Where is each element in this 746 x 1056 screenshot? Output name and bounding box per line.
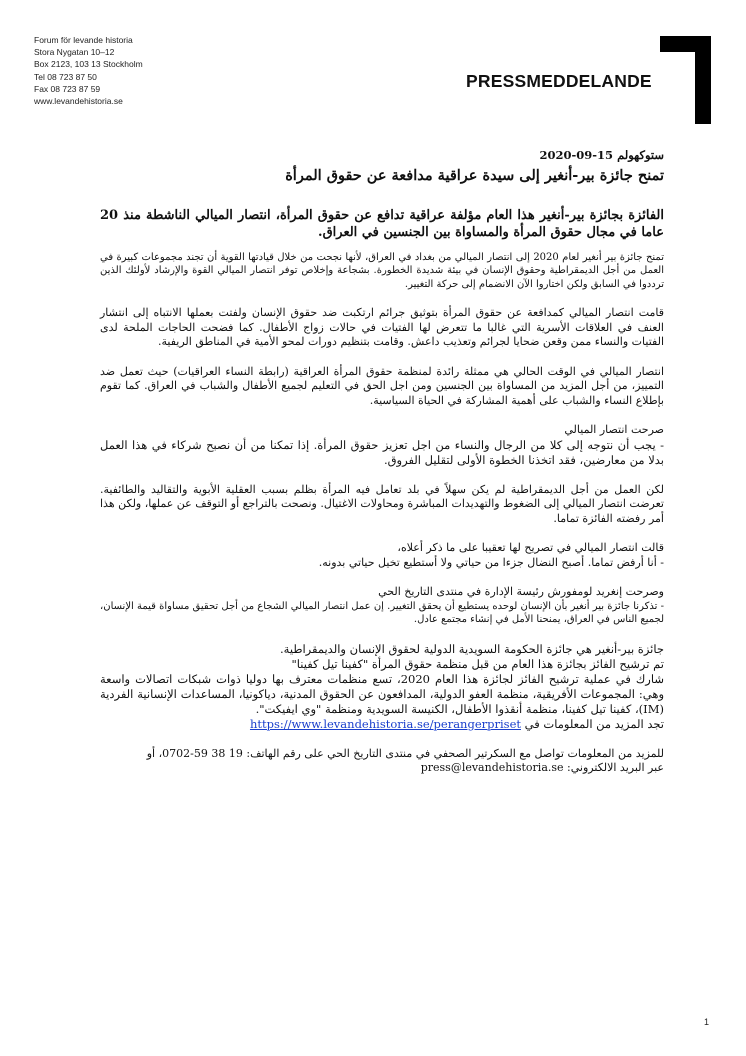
org-name: Forum för levande historia bbox=[34, 35, 133, 45]
org-web: www.levandehistoria.se bbox=[34, 96, 123, 107]
contact-line-2: عبر البريد الالكتروني: press@levandehistoria.se bbox=[420, 761, 664, 774]
organization-address-block bbox=[34, 34, 143, 107]
paragraph-1: تمنح جائزة بير أنغير لعام 2020 إلى انتصار الميالي من بغداد في العراق، لأنها نجحت من خلال قيادتها القوية أن تجند مجموعات كبيرة في العمل من أجل الديمقراطية وحقوق الإنسان في بيئة شديدة الخطورة. بشجاعة وإخلاص توفر انتصار الميالي القوة والإرشاد لأولئك الذين ترددوا في السابق ولكن اختاروا الآن الانضمام إلى حركة التغيير. bbox=[100, 251, 664, 290]
logo-corner-mark-vertical bbox=[695, 36, 711, 124]
org-tel: Tel 08 723 87 50 bbox=[34, 71, 97, 82]
document-body bbox=[100, 148, 664, 776]
quote-intro: قالت انتصار الميالي في تصريح لها تعقيبا على ما ذكر أعلاه، bbox=[397, 541, 664, 554]
contact-line-1: للمزيد من المعلومات تواصل مع السكرتير الصحفي في منتدى التاريخ الحي على رقم الهاتف: 19 38 59-0702، أو bbox=[146, 746, 664, 760]
quote-text: - أنا أرفض تماما. أصبح النضال جزءا من حياتي ولا أستطيع تخيل حياتي بدونه. bbox=[318, 555, 664, 569]
more-info-line bbox=[100, 717, 664, 732]
org-box: Box 2123, 103 13 Stockholm bbox=[34, 59, 143, 70]
prize-about-line-1: جائزة بير-أنغير هي جائزة الحكومة السويدية الدولية لحقوق الإنسان والديمقراطية. bbox=[280, 641, 664, 656]
prize-about-line-2: تم ترشيح الفائز بجائزة هذا العام من قبل منظمة حقوق المرأة "كفينا تيل كفينا" bbox=[291, 656, 664, 671]
org-fax: Fax 08 723 87 59 bbox=[34, 83, 101, 94]
dateline: ستوكهولم 15-09-2020 bbox=[539, 148, 664, 162]
chair-statement-text: - تذكرنا جائزة بير أنغير بأن الإنسان لوحده يستطيع أن يحقق التغيير. إن عمل انتصار الميالي الشجاع من أجل تحقيق مساواة قيمة الإنسان، لجميع الناس في العراق، يمنحنا الأمل في إنشاء مجتمع عادل. bbox=[100, 600, 664, 625]
chair-statement-intro: وصرحت إنغريد لومفورش رئيسة الإدارة في منتدى التاريخ الحي bbox=[378, 585, 664, 598]
press-release-label: PRESSMEDDELANDE bbox=[466, 71, 652, 91]
more-info-label: تجد المزيد من المعلومات في bbox=[524, 716, 664, 731]
lead-paragraph: الفائزة بجائزة بير-أنغير هذا العام مؤلفة عراقية تدافع عن حقوق المرأة، انتصار الميالي الناشطة منذ 20 عاما في مجال حقوق المرأة والمساواة بين الجنسين في العراق. bbox=[100, 207, 664, 240]
org-street: Stora Nygatan 10–12 bbox=[34, 47, 115, 58]
prize-info-link[interactable]: https://www.levandehistoria.se/perangerpriset bbox=[249, 716, 521, 731]
paragraph-5: لكن العمل من أجل الديمقراطية لم يكن سهلاً في بلد تعامل فيه المرأة بظلم بسبب العقلية الأبوية والتقاليد والطائفية. تعرضت انتصار الميالي إلى الضغوط والتهديدات المباشرة ومحاولات الاغتيال. ونصحت بالتراجع أو التوقف عن عملها، ولكن هذا أمر رفضته الفائزة تماما. bbox=[100, 482, 664, 525]
page-number: 1 bbox=[704, 1017, 710, 1027]
paragraph-2: قامت انتصار الميالي كمدافعة عن حقوق المرأة بتوثيق جرائم ارتكبت ضد حقوق الإنسان ولفتت بعملها الانتباه إلى انتشار العنف في العلاقات الأسرية التي غالبا ما تتعرض لها الفتيات في حالات زواج الأطفال. كما فضحت الحاجات الملحة لدى الفتيات والنساء ممن وقعن ضحايا لجرائم وتعذيب داعش. وقامت بتنظيم دورات لمحو الأمية في المناطق الريفية. bbox=[100, 306, 664, 348]
document-title: تمنح جائزة بير-أنغير إلى سيدة عراقية مدافعة عن حقوق المرأة bbox=[285, 166, 664, 184]
paragraph-4: - يجب أن نتوجه إلى كلا من الرجال والنساء من اجل تعزيز حقوق المرأة. إذا تمكنا من أن نصبح شركاء في هذا العمل بدلا من معارضين، فقد اتخذنا الخطوة الأولى لتقليل الفروق. bbox=[100, 437, 664, 467]
paragraph-3: انتصار الميالي في الوقت الحالي هي ممثلة رائدة لمنظمة حقوق المرأة العراقية (رابطة النساء العراقيات) حيث تعمل ضد التمييز، من أجل المزيد من المساواة بين الجنسين ومن اجل الحق في التعليم لجميع الأطفال والشباب في العراق. كما تقوم بإطلاع النساء والشباب على أهمية المشاركة في الحياة السياسية. bbox=[100, 364, 664, 407]
statement-heading: صرحت انتصار الميالي bbox=[564, 423, 664, 436]
prize-about-line-3: شارك في عملية ترشيح الفائز لجائزة هذا العام 2020، تسع منظمات معترف بها دوليا ذوات شبكات اتصالات واسعة وهي: المجموعات الأفريقية، منظمة العفو الدولية، المدافعون عن الحقوق المدنية، دياكونيا، المساعدات الإنسانية الفردية (IM)، كفينا تيل كفينا، منظمة أنقذوا الأطفال، الكنيسة السويدية ومنظمة "وي ايفيكت". bbox=[100, 671, 664, 716]
